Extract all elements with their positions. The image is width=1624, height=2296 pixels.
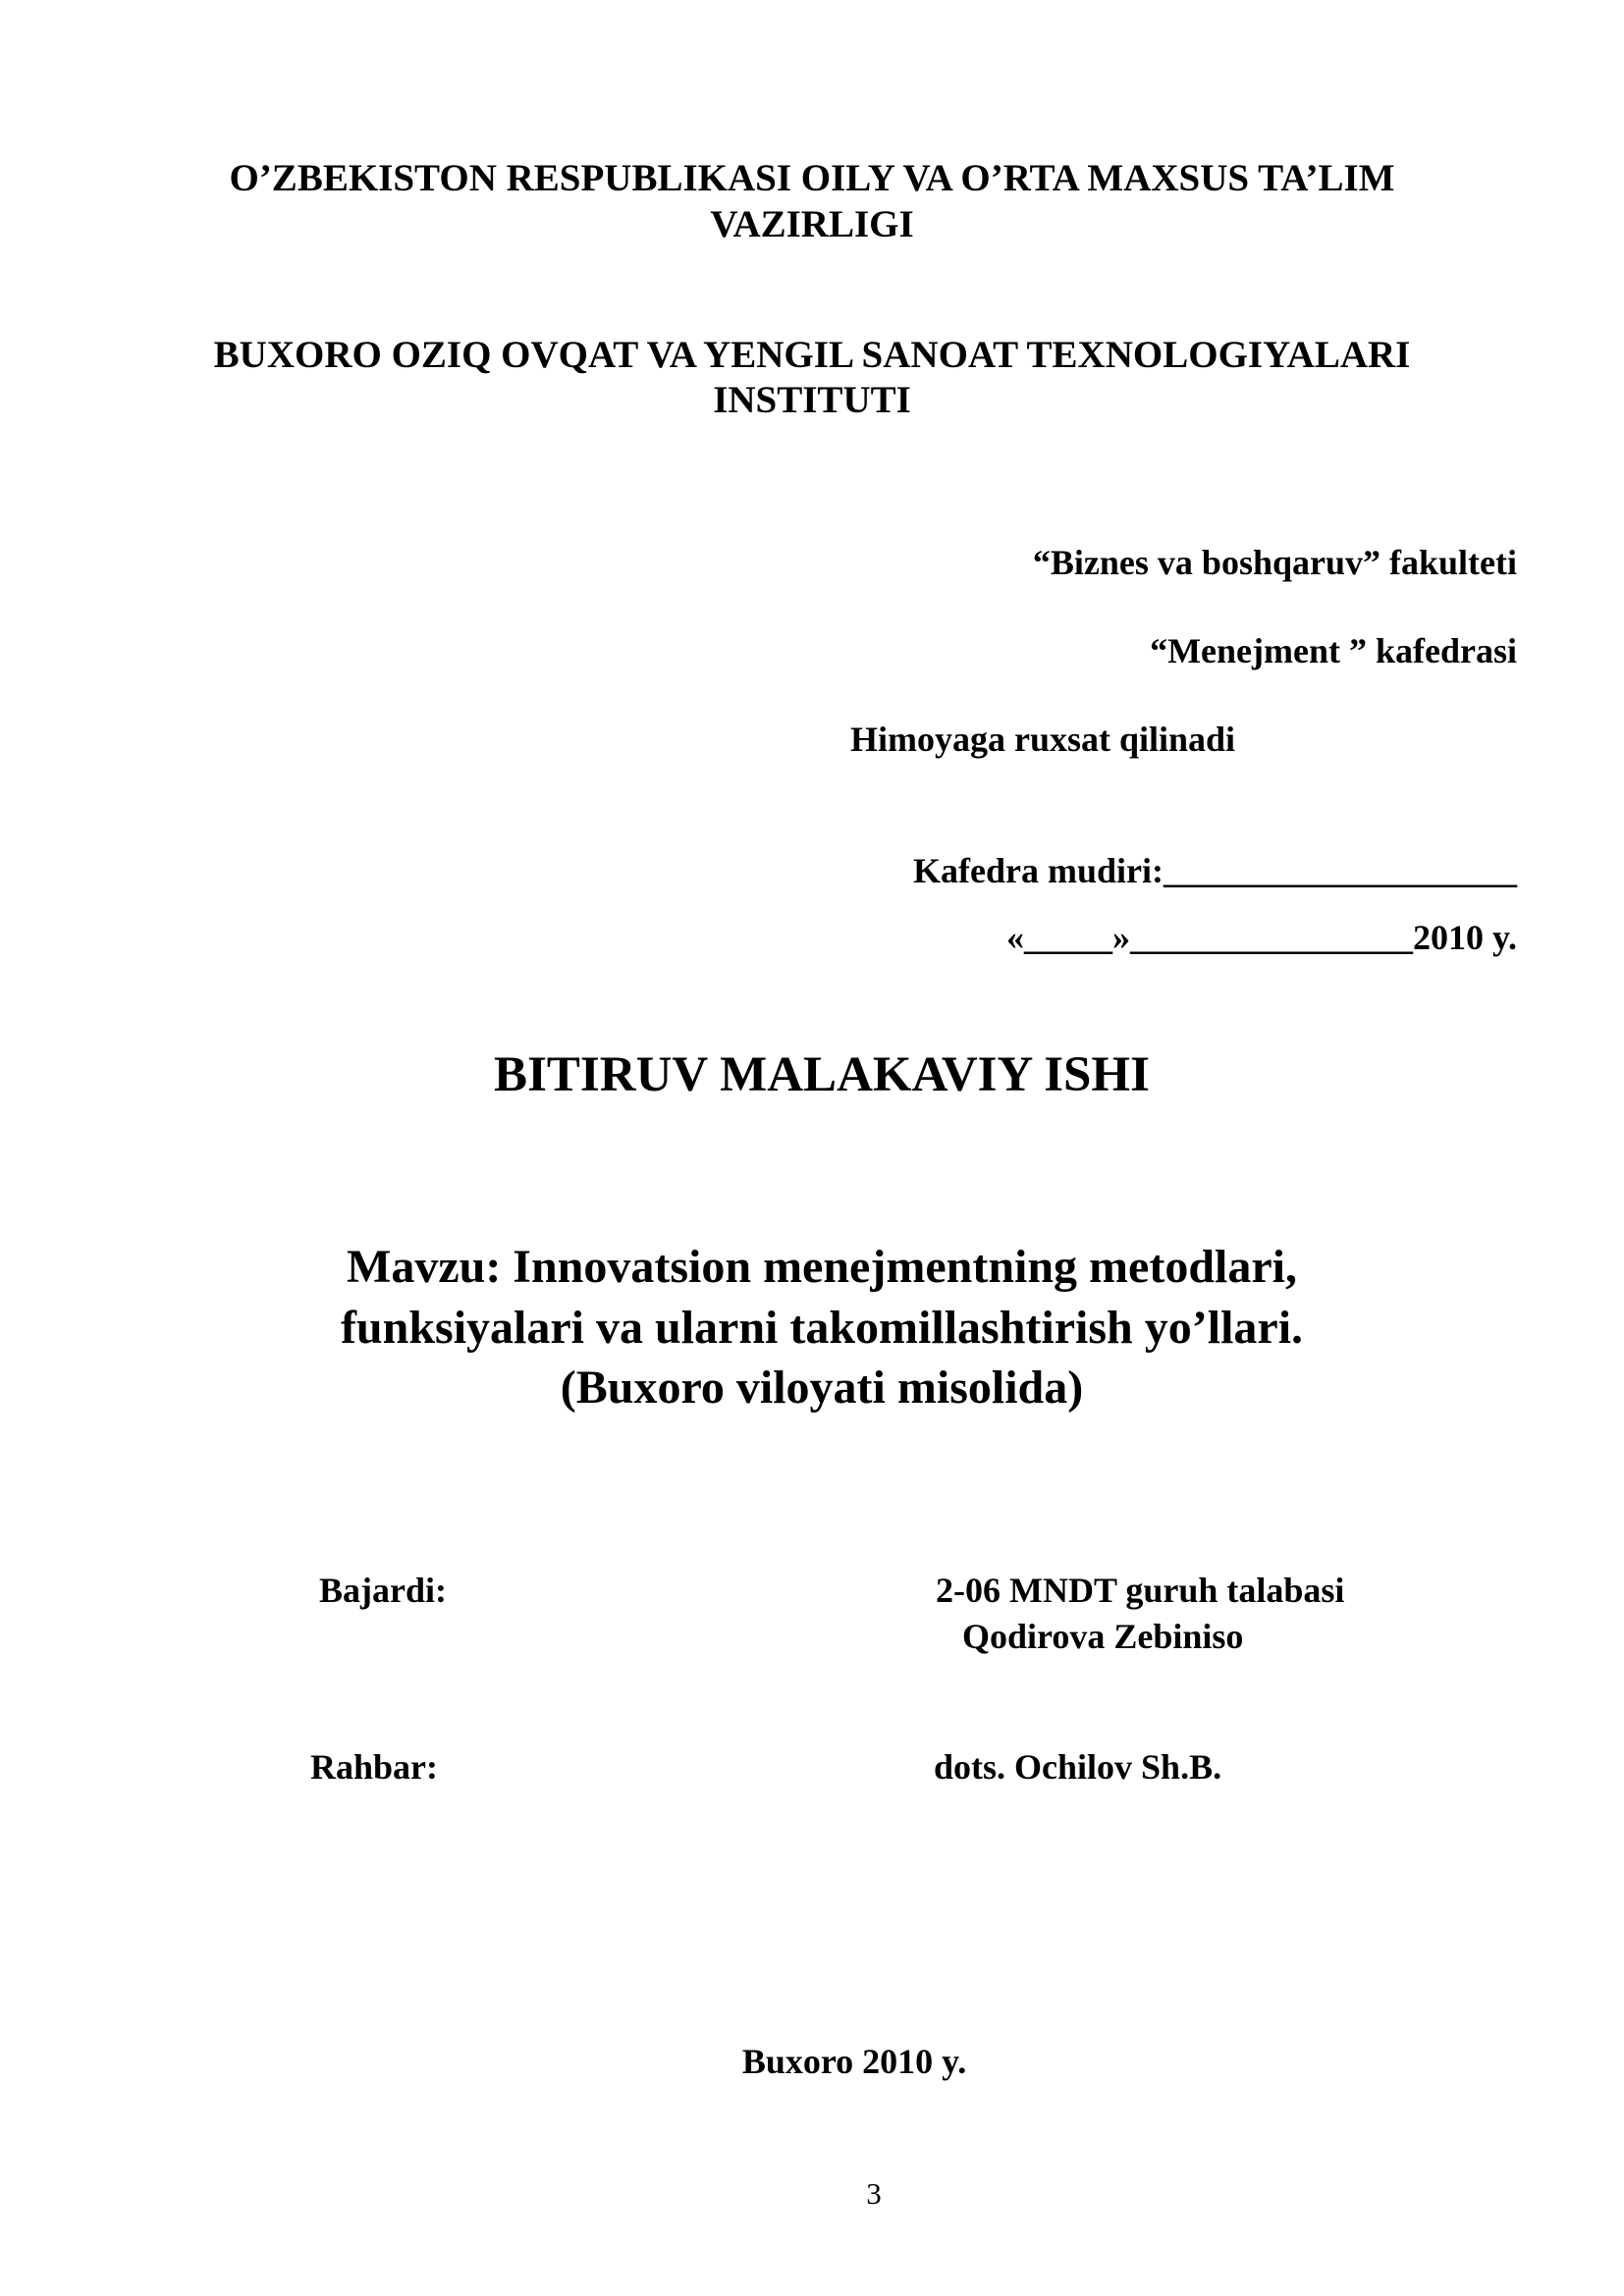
performer-label: Bajardi: (319, 1571, 447, 1610)
topic-line3: (Buxoro viloyati misolida) (560, 1362, 1084, 1414)
institute-name-line2: INSTITUTI (713, 379, 911, 421)
defense-permission: Himoyaga ruxsat qilinadi (850, 720, 1236, 759)
performer-name: Qodirova Zebiniso (962, 1617, 1244, 1656)
performer-group: 2-06 MNDT guruh talabasi (936, 1571, 1345, 1610)
topic-line2: funksiyalari va ularni takomillashtirish yo’llari. (340, 1302, 1304, 1354)
department-name: “Menejment ” kafedrasi (1150, 631, 1517, 670)
page-number: 3 (866, 2176, 882, 2211)
topic-line1: Mavzu: Innovatsion menejmentning metodlari, (347, 1241, 1297, 1293)
ministry-name-line1: O’ZBEKISTON RESPUBLIKASI OILY VA O’RTA MAXSUS TA’LIM (229, 157, 1395, 199)
city-year: Buxoro 2010 y. (741, 2042, 967, 2081)
institute-name-line1: BUXORO OZIQ OVQAT VA YENGIL SANOAT TEXNOLOGIYALARI (213, 334, 1411, 376)
ministry-name-line2: VAZIRLIGI (710, 203, 914, 245)
faculty-name: “Biznes va boshqaruv” fakulteti (1032, 543, 1517, 582)
document-title: BITIRUV MALAKAVIY ISHI (494, 1047, 1150, 1102)
approval-date-line: «_____»________________2010 y. (1005, 918, 1517, 957)
supervisor-name: dots. Ochilov Sh.B. (934, 1747, 1222, 1787)
department-head-signature-line: Kafedra mudiri:____________________ (913, 851, 1517, 890)
supervisor-label: Rahbar: (310, 1747, 439, 1787)
